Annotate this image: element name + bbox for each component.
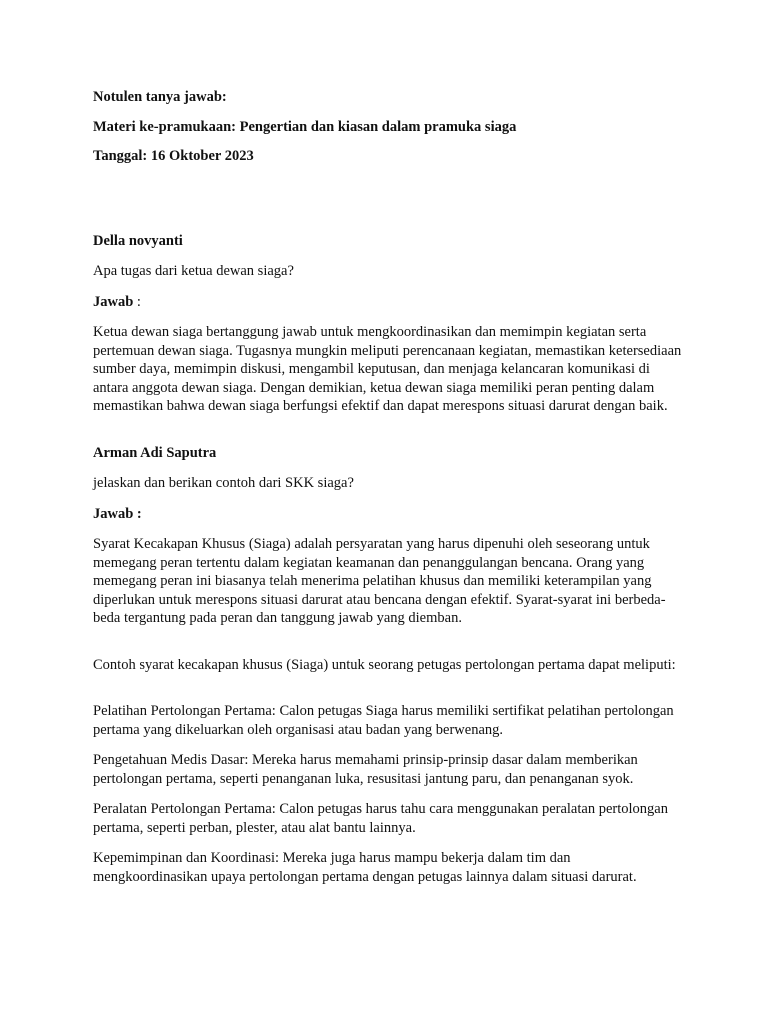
answer-2: Syarat Kecakapan Khusus (Siaga) adalah persyaratan yang harus dipenuhi oleh seseorang untuk memegang peran tertentu dalam kegiatan keamanan dan penanggulangan bencana. Orang yang memegang peran ini biasanya telah menerima pelatihan khusus dan memiliki keterampilan yang diperlukan untuk merespons situasi darurat atau bencana dengan efektif. Syarat-syarat ini berbeda-beda tergantung pada peran dan tanggung jawab yang diemban.	[93, 536, 666, 626]
question-2: jelaskan dan berikan contoh dari SKK siaga?	[93, 475, 354, 491]
questioner-name-1: Della novyanti	[93, 232, 183, 249]
answer-1: Ketua dewan siaga bertanggung jawab untuk mengkoordinasikan dan memimpin kegiatan serta pertemuan dewan siaga. Tugasnya mungkin meliputi perencanaan kegiatan, memastikan ketersediaan sumber daya, memimpin diskusi, mengambil keputusan, dan menjaga kelancaran komunikasi di antara anggota dewan siaga. Dengan demikian, ketua dewan siaga memiliki peran penting dalam memastikan bahwa dewan siaga berfungsi efektif dan dapat merespons situasi darurat dengan baik.	[93, 324, 682, 414]
list-item: Pengetahuan Medis Dasar: Mereka harus memahami prinsip-prinsip dasar dalam memberikan pertolongan pertama, seperti penanganan luka, resusitasi jantung paru, dan penanganan syok.	[93, 752, 638, 787]
answer-heading-1	[93, 293, 683, 312]
document-page	[93, 88, 683, 886]
list-item: Pelatihan Pertolongan Pertama: Calon petugas Siaga harus memiliki sertifikat pelatihan pertolongan pertama yang dikeluarkan oleh organisasi atau badan yang berwenang.	[93, 703, 674, 738]
question-1: Apa tugas dari ketua dewan siaga?	[93, 263, 294, 279]
list-item: Peralatan Pertolongan Pertama: Calon petugas harus tahu cara menggunakan peralatan pertolongan pertama, seperti perban, plester, atau alat bantu lainnya.	[93, 801, 668, 836]
notes-title: Notulen tanya jawab:	[93, 89, 227, 105]
example-intro: Contoh syarat kecakapan khusus (Siaga) untuk seorang petugas pertolongan pertama dapat meliputi:	[93, 656, 676, 673]
answer-separator-1: :	[133, 293, 141, 310]
questioner-name-2: Arman Adi Saputra	[93, 444, 217, 461]
answer-label-2: Jawab :	[93, 505, 142, 522]
material-line: Materi ke-pramukaan: Pengertian dan kiasan dalam pramuka siaga	[93, 118, 517, 135]
list-item: Kepemimpinan dan Koordinasi: Mereka juga harus mampu bekerja dalam tim dan mengkoordinasikan upaya pertolongan pertama dengan petugas lainnya dalam situasi darurat.	[93, 850, 637, 885]
date-line: Tanggal: 16 Oktober 2023	[93, 148, 254, 164]
answer-label-1: Jawab	[93, 293, 134, 310]
